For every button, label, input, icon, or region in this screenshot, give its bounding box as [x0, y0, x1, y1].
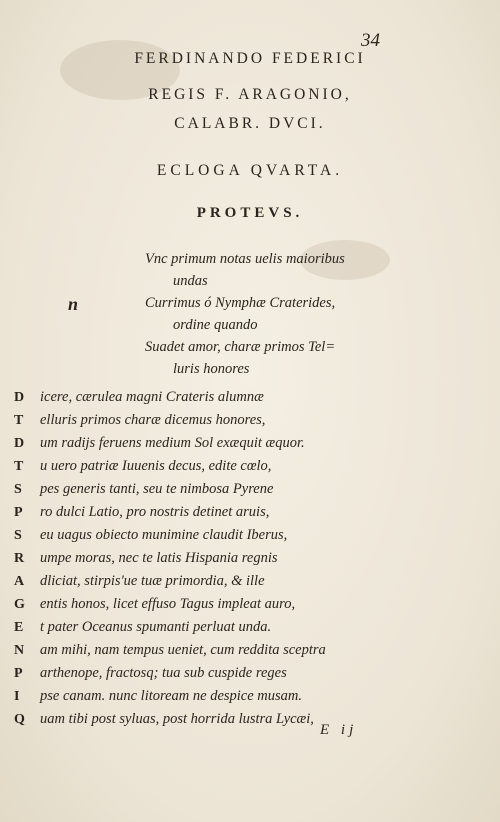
- heading-title-line: REGIS F. ARAGONIO,: [148, 86, 352, 103]
- verse-initial: E: [14, 620, 24, 635]
- heading-dedicatee: FERDINANDO FEDERICI: [134, 50, 366, 67]
- verse-line: [14, 386, 394, 409]
- verse-initial: P: [14, 666, 23, 681]
- verse-block: [14, 386, 394, 731]
- verse-text: am mihi, nam tempus ueniet, cum reddita sceptra: [40, 642, 326, 658]
- verse-text: dliciat, stirpis'ue tuæ primordia, & ille: [40, 573, 265, 589]
- verse-line: [14, 478, 394, 501]
- verse-initial: S: [14, 528, 22, 543]
- verse-text: arthenope, fractosq; tua sub cuspide reges: [40, 665, 287, 681]
- intro-verses: [145, 248, 405, 380]
- intro-line: luris honores: [173, 361, 250, 377]
- verse-text: icere, cærulea magni Crateris alumnæ: [40, 389, 264, 405]
- verse-text: uam tibi post syluas, post horrida lustra Lycæi,: [40, 711, 314, 727]
- verse-initial: P: [14, 505, 23, 520]
- verse-line: [14, 524, 394, 547]
- verse-text: t pater Oceanus spumanti perluat unda.: [40, 619, 272, 635]
- verse-initial: Q: [14, 712, 25, 727]
- verse-line: [14, 432, 394, 455]
- verse-initial: T: [14, 459, 24, 474]
- intro-line: Vnc primum notas uelis maioribus: [145, 251, 345, 267]
- heading-title-line: CALABR. DVCI.: [174, 115, 326, 132]
- verse-line: [14, 685, 394, 708]
- intro-line: Currimus ó Nymphæ Craterides,: [145, 295, 336, 311]
- verse-initial: S: [14, 482, 22, 497]
- signature-mark: E ij: [320, 722, 358, 738]
- verse-text: um radijs feruens medium Sol exæquit æquor.: [40, 435, 305, 451]
- verse-text: pes generis tanti, seu te nimbosa Pyrene: [40, 481, 274, 497]
- verse-line: [14, 616, 394, 639]
- drop-cap: n: [68, 294, 79, 314]
- verse-initial: I: [14, 689, 20, 704]
- verse-text: u uero patriæ Iuuenis decus, edite cœlo,: [40, 458, 272, 474]
- intro-line: Suadet amor, charæ primos Tel=: [145, 339, 336, 355]
- verse-text: eu uagus obiecto munimine claudit Iberus,: [40, 527, 288, 543]
- verse-initial: T: [14, 413, 24, 428]
- verse-initial: A: [14, 574, 25, 589]
- page-number: 34: [361, 30, 380, 51]
- verse-line: [14, 570, 394, 593]
- verse-initial: D: [14, 436, 25, 451]
- verse-line: [14, 547, 394, 570]
- verse-text: elluris primos charæ dicemus honores,: [40, 412, 266, 428]
- verse-line: [14, 662, 394, 685]
- verse-initial: N: [14, 643, 25, 658]
- intro-line: undas: [173, 273, 208, 289]
- verse-initial: R: [14, 551, 25, 566]
- verse-line: [14, 455, 394, 478]
- verse-initial: D: [14, 390, 25, 405]
- verse-text: entis honos, licet effuso Tagus impleat auro,: [40, 596, 296, 612]
- verse-line: [14, 409, 394, 432]
- verse-line: [14, 593, 394, 616]
- verse-line: [14, 501, 394, 524]
- heading-ecloga: ECLOGA QVARTA.: [156, 162, 344, 179]
- verse-initial: G: [14, 597, 25, 612]
- verse-text: umpe moras, nec te latis Hispania regnis: [40, 550, 278, 566]
- verse-text: ro dulci Latio, pro nostris detinet aruis,: [40, 504, 270, 520]
- verse-line: [14, 639, 394, 662]
- heading-speaker: PROTEVS.: [196, 205, 304, 221]
- intro-line: ordine quando: [173, 317, 258, 333]
- verse-text: pse canam. nunc litoream ne despice musam.: [40, 688, 303, 704]
